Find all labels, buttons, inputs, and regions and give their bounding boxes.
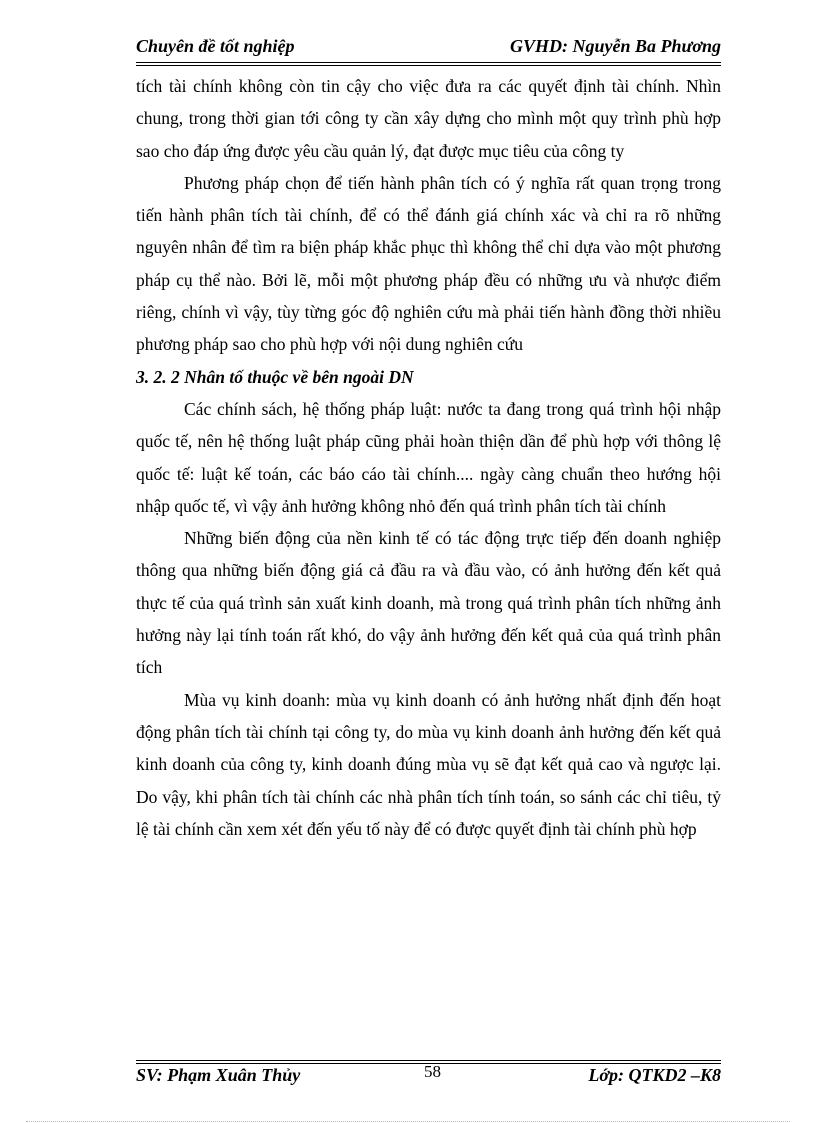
page-header [136,36,721,57]
paragraph-continued: tích tài chính không còn tin cậy cho việc đưa ra các quyết định tài chính. Nhìn chung, trong thời gian tới công ty cần xây dựng cho mình một quy trình phù hợp sao cho đáp ứng được yêu cầu quản lý, đạt được mục tiêu của công ty [136,76,721,161]
header-course-title: Chuyên đề tốt nghiệp [136,36,295,56]
header-advisor: GVHD: Nguyễn Ba Phương [510,36,721,56]
paragraph-method: Phương pháp chọn để tiến hành phân tích có ý nghĩa rất quan trọng trong tiến hành phân tích tài chính, để có thể đánh giá chính xác và chỉ ra rõ những nguyên nhân để tìm ra biện pháp khắc phục thì không thể chỉ dựa vào một phương pháp cụ thể nào. Bởi lẽ, mỗi một phương pháp đều có những ưu và nhược điểm riêng, chính vì vậy, tùy từng góc độ nghiên cứu mà phải tiến hành đồng thời nhiều phương pháp sao cho phù hợp với nội dung nghiên cứu [136,172,721,355]
header-divider [136,62,721,63]
page-edge-divider [26,1121,790,1122]
header-divider-secondary [136,65,721,66]
footer-class: Lớp: QTKD2 –K8 [588,1065,721,1085]
paragraph-economy: Những biến động của nền kinh tế có tác động trực tiếp đến doanh nghiệp thông qua những biến động giá cả đầu ra và đầu vào, có ảnh hưởng đến kết quả thực tế của quá trình sản xuất kinh doanh, mà trong quá trình phân tích những ảnh hưởng này lại tính toán rất khó, do vậy ảnh hưởng đến kết quả của quá trình phân tích [136,528,721,678]
footer-divider [136,1060,721,1061]
section-heading: 3. 2. 2 Nhân tố thuộc về bên ngoài DN [136,366,414,387]
paragraph-season: Mùa vụ kinh doanh: mùa vụ kinh doanh có ảnh hưởng nhất định đến hoạt động phân tích tài chính tại công ty, do mùa vụ kinh doanh ảnh hưởng đến kết quả kinh doanh của công ty, kinh doanh đúng mùa vụ sẽ đạt kết quả cao và ngược lại. Do vậy, khi phân tích tài chính các nhà phân tích tính toán, so sánh các chỉ tiêu, tỷ lệ tài chính cần xem xét đến yếu tố này để có được quyết định tài chính phù hợp [136,689,721,839]
paragraph-policy: Các chính sách, hệ thống pháp luật: nước ta đang trong quá trình hội nhập quốc tế, nên hệ thống luật pháp cũng phải hoàn thiện dần để phù hợp với thông lệ quốc tế: luật kế toán, các báo cáo tài chính.... ngày càng chuẩn theo hướng hội nhập quốc tế, vì vậy ảnh hưởng không nhỏ đến quá trình phân tích tài chính [136,398,721,516]
document-body [136,70,721,845]
page-number: 58 [424,1062,441,1081]
footer-student: SV: Phạm Xuân Thủy [136,1065,301,1085]
